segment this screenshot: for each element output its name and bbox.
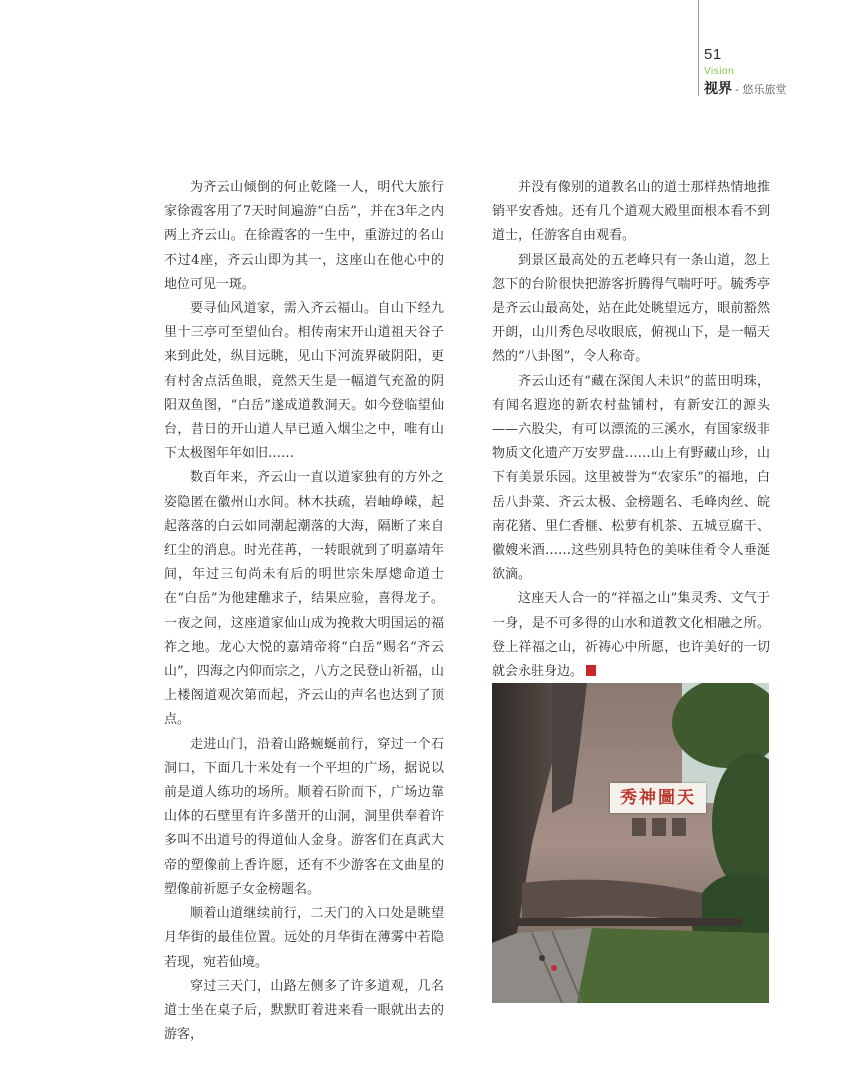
photo-illustration: [492, 683, 769, 1003]
paragraph-text: 这座天人合一的“祥福之山”集灵秀、文气于一身，是不可多得的山水和道教文化相融之所。登上祥福之山，祈祷心中所愿，也许美好的一切就会永驻身边。: [492, 591, 770, 680]
section-subtitle: - 悠乐旅堂: [735, 83, 787, 96]
article-column-left: [164, 176, 444, 1047]
paragraph: 为齐云山倾倒的何止乾隆一人，明代大旅行家徐霞客用了7天时间遍游“白岳”，并在3年之内两上齐云山。在徐霞客的一生中，重游过的名山不过4座，齐云山即为其一，这座山在他心中的地位可见一斑。: [164, 180, 444, 292]
paragraph: 并没有像别的道教名山的道士那样热情地推销平安香烛。还有几个道观大殿里面根本看不到道士，任游客自由观看。: [492, 180, 770, 244]
paragraph: 要寻仙风道家，需入齐云福山。自山下经九里十三亭可至望仙台。相传南宋开山道祖天谷子来到此处，纵目远眺，见山下河流界破阴阳，更有村舍点活鱼眼，竟然天生是一幅道气充盈的阴阳双鱼图，“白岳”遂成道教洞天。如今登临望仙台，昔日的开山道人早已遁入烟尘之中，唯有山下太极图年年如旧……: [164, 301, 444, 462]
end-mark-icon: [586, 665, 596, 676]
paragraph: 顺着山道继续前行，二天门的入口处是眺望月华街的最佳位置。远处的月华街在薄雾中若隐若现，宛若仙境。: [164, 906, 444, 970]
paragraph: 数百年来，齐云山一直以道家独有的方外之姿隐匿在徽州山水间。林木扶疏，岩岫峥嵘，起起落落的白云如同潮起潮落的大海，隔断了来自红尘的消息。时光荏苒，一转眼就到了明嘉靖年间，年过三旬尚未有后的明世宗朱厚熜命道士在“白岳”为他建醮求子，结果应验，喜得龙子。一夜之间，这座道家仙山成为挽救大明国运的福祚之地。龙心大悦的嘉靖帝将“白岳”赐名“齐云山”，四海之内仰而宗之，八方之民登山祈福，山上楼阁道观次第而起，齐云山的声名也达到了顶点。: [164, 470, 444, 728]
paragraph-last: [492, 587, 770, 684]
paragraph: 走进山门，沿着山路蜿蜒前行，穿过一个石洞口，下面几十米处有一个平坦的广场，据说以前是道人练功的场所。顺着石阶而下，广场边靠山体的石壁里有许多凿开的山洞，洞里供奉着许多叫不出道号的得道仙人金身。游客们在真武大帝的塑像前上香许愿，还有不少游客在文曲星的塑像前祈愿子女金榜题名。: [164, 736, 444, 897]
section-title: [704, 78, 786, 98]
header-divider: [698, 0, 699, 96]
paragraph: 到景区最高处的五老峰只有一条山道，忽上忽下的台阶很快把游客折腾得气喘吁吁。毓秀亭是齐云山最高处，站在此处眺望远方，眼前豁然开朗，山川秀色尽收眼底，俯视山下，是一幅天然的“八卦图”，令人称奇。: [492, 252, 770, 365]
paragraph: 穿过三天门，山路左侧多了许多道观，几名道士坐在桌子后，默默盯着进来看一眼就出去的游客，: [164, 978, 444, 1043]
mountain-cliff-photo: [492, 683, 769, 1003]
page-number: 51: [704, 46, 722, 63]
cliff-plaque: 秀神圖天: [610, 783, 706, 813]
article-column-right: [492, 176, 770, 684]
section-label-en: Vision: [704, 66, 735, 77]
section-title-cn: 视界: [704, 81, 732, 97]
paragraph: 齐云山还有“藏在深闺人未识”的蓝田明珠，有闻名遐迩的新农村盐铺村，有新安江的源头——六股尖，有可以漂流的三溪水，有国家级非物质文化遗产万安罗盘……山上有野藏山珍，山下有美景乐园。这里被誉为“农家乐”的福地，白岳八卦菜、齐云太极、金榜题名、毛峰肉丝、皖南花猪、里仁香榧、松萝有机茶、五城豆腐干、徽嫂米酒……这些别具特色的美味佳肴令人垂涎欲滴。: [492, 373, 770, 583]
